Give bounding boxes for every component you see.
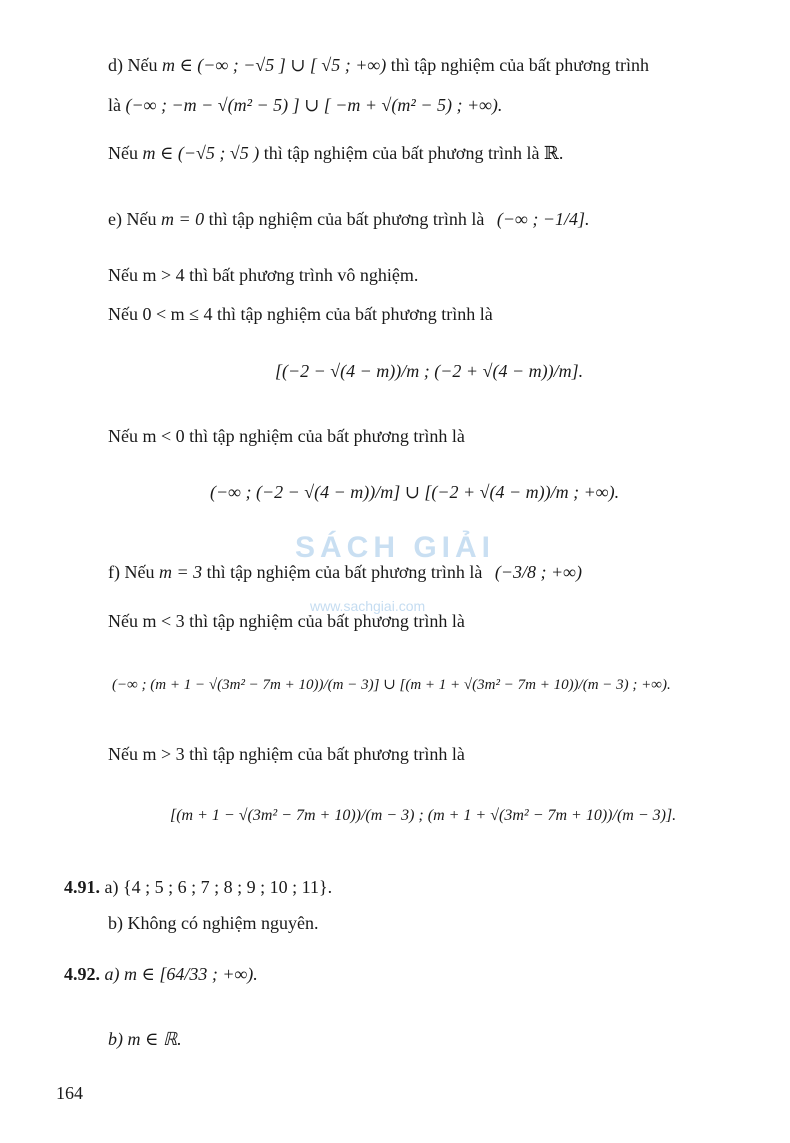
item-e-line-2: Nếu m > 4 thì bất phương trình vô nghiệm. — [108, 265, 419, 285]
exercise-4-91-b: b) Không có nghiệm nguyên. — [108, 913, 319, 933]
page-number: 164 — [56, 1083, 83, 1103]
math-condition: m ∈ (−∞ ; −√5 ] ∪ [ √5 ; +∞) — [161, 55, 387, 75]
item-e-line-4: Nếu m < 0 thì tập nghiệm của bất phương trình là — [108, 426, 465, 446]
item-e-line-1: e) Nếu m = 0 thì tập nghiệm của bất phương trình là (−∞ ; −1/4]. — [108, 209, 590, 229]
exercise-4-92-b: b) m ∈ ℝ. — [108, 1029, 182, 1049]
item-d-line-1: d) Nếu m ∈ (−∞ ; −√5 ] ∪ [ √5 ; +∞) thì tập nghiệm của bất phương trình — [108, 55, 649, 75]
math-solution-set: (−∞ ; −m − √(m² − 5) ] ∪ [ −m + √(m² − 5) ; +∞). — [125, 95, 503, 115]
item-f-line-1: f) Nếu m = 3 thì tập nghiệm của bất phương trình là (−3/8 ; +∞) — [108, 562, 582, 582]
item-f-line-2: Nếu m < 3 thì tập nghiệm của bất phương trình là — [108, 611, 465, 631]
math-solution-set: (−3/8 ; +∞) — [494, 562, 582, 582]
exercise-number: 4.92. — [64, 964, 100, 984]
item-e-set-1: [(−2 − √(4 − m))/m ; (−2 + √(4 − m))/m]. — [275, 361, 584, 381]
item-f-line-3: Nếu m > 3 thì tập nghiệm của bất phương trình là — [108, 744, 465, 764]
exercise-4-91-a: 4.91. a) {4 ; 5 ; 6 ; 7 ; 8 ; 9 ; 10 ; 11}. — [64, 877, 333, 897]
item-e-set-2: (−∞ ; (−2 − √(4 − m))/m] ∪ [(−2 + √(4 − m))/m ; +∞). — [210, 482, 620, 502]
math-solution-set: (−∞ ; −1/4]. — [496, 209, 590, 229]
math-condition: m ∈ (−√5 ; √5 ) — [142, 143, 260, 163]
item-f-set-1: (−∞ ; (m + 1 − √(3m² − 7m + 10))/(m − 3)] ∪ [(m + 1 + √(3m² − 7m + 10))/(m − 3) ; +∞). — [112, 677, 671, 693]
exercise-4-92-a: 4.92. a) m ∈ [64/33 ; +∞). — [64, 964, 258, 984]
item-f-set-2: [(m + 1 − √(3m² − 7m + 10))/(m − 3) ; (m + 1 + √(3m² − 7m + 10))/(m − 3)]. — [170, 807, 677, 824]
item-d-line-3: Nếu m ∈ (−√5 ; √5 ) thì tập nghiệm của bất phương trình là ℝ. — [108, 143, 564, 163]
watermark-brand: SÁCH GIẢI — [295, 531, 496, 564]
item-d-line-2: là (−∞ ; −m − √(m² − 5) ] ∪ [ −m + √(m² − 5) ; +∞). — [108, 95, 503, 115]
watermark-url: www.sachgiai.com — [310, 598, 426, 614]
exercise-number: 4.91. — [64, 877, 100, 897]
item-e-line-3: Nếu 0 < m ≤ 4 thì tập nghiệm của bất phương trình là — [108, 304, 493, 324]
